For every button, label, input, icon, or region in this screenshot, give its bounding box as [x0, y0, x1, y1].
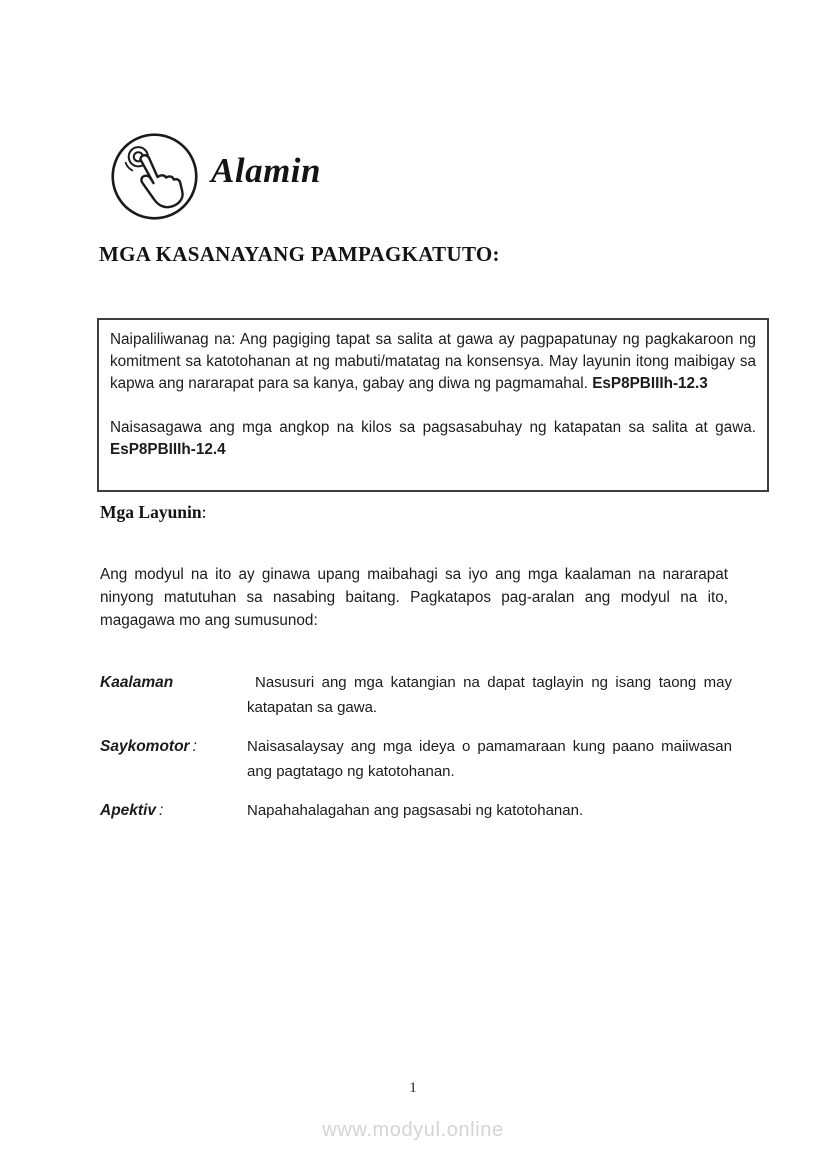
objective-label: Kaalaman — [100, 674, 174, 691]
standard-text-2: Naisasagawa ang mga angkop na kilos sa pagsasabuhay ng katapatan sa salita at gawa. — [110, 419, 756, 436]
objective-label-cell — [100, 670, 247, 695]
standards-box — [97, 318, 769, 492]
competency-code-2: EsP8PBIIIh-12.4 — [110, 441, 226, 458]
objective-row-kaalaman — [100, 670, 732, 720]
standard-paragraph-2 — [110, 417, 756, 461]
objective-colon: : — [192, 738, 197, 755]
objective-colon: : — [159, 802, 164, 819]
objective-description: Nasusuri ang mga katangian na dapat taglayin ng isang taong may katapatan sa gawa. — [247, 674, 732, 716]
objective-label-cell — [100, 734, 247, 759]
objectives-title-text: Mga Layunin — [100, 502, 202, 522]
objective-label: Apektiv — [100, 802, 156, 819]
objective-row-apektiv — [100, 798, 732, 823]
standard-text-1: Naipaliliwanag na: Ang pagiging tapat sa salita at gawa ay pagpapatunay ng pagkakaroon ng komitment sa katotohanan at ng mabuti/matatag na konsensya. May layunin itong maibigay sa kapwa ang nararapat para sa kanya, gabay ang diwa ng pagmamahal. — [110, 331, 756, 392]
tap-hand-icon — [110, 132, 199, 221]
section-title-alamin: Alamin — [211, 151, 321, 190]
objective-label-cell — [100, 798, 247, 823]
intro-paragraph: Ang modyul na ito ay ginawa upang maibahagi sa iyo ang mga kaalaman na nararapat ninyong matutuhan sa nasabing baitang. Pagkatapos pag-aralan ang modyul na ito, magagawa mo ang sumusunod: — [100, 566, 728, 630]
competency-code-1: EsP8PBIIIh-12.3 — [592, 375, 708, 392]
objective-description: Napahahalagahan ang pagsasabi ng katotohanan. — [247, 802, 584, 819]
page-number: 1 — [409, 1080, 417, 1096]
objective-description: Naisasalaysay ang mga ideya o pamamaraan kung paano maiiwasan ang pagtatago ng katotohanan. — [247, 738, 732, 780]
objective-row-saykomotor — [100, 734, 732, 784]
standard-paragraph-1 — [110, 329, 756, 395]
watermark: www.modyul.online — [322, 1119, 504, 1141]
objectives-list — [100, 670, 732, 837]
learning-competencies-heading: MGA KASANAYANG PAMPAGKATUTO: — [99, 242, 500, 266]
objectives-title — [100, 502, 207, 523]
objectives-title-colon: : — [201, 502, 207, 522]
objective-label: Saykomotor — [100, 738, 190, 755]
